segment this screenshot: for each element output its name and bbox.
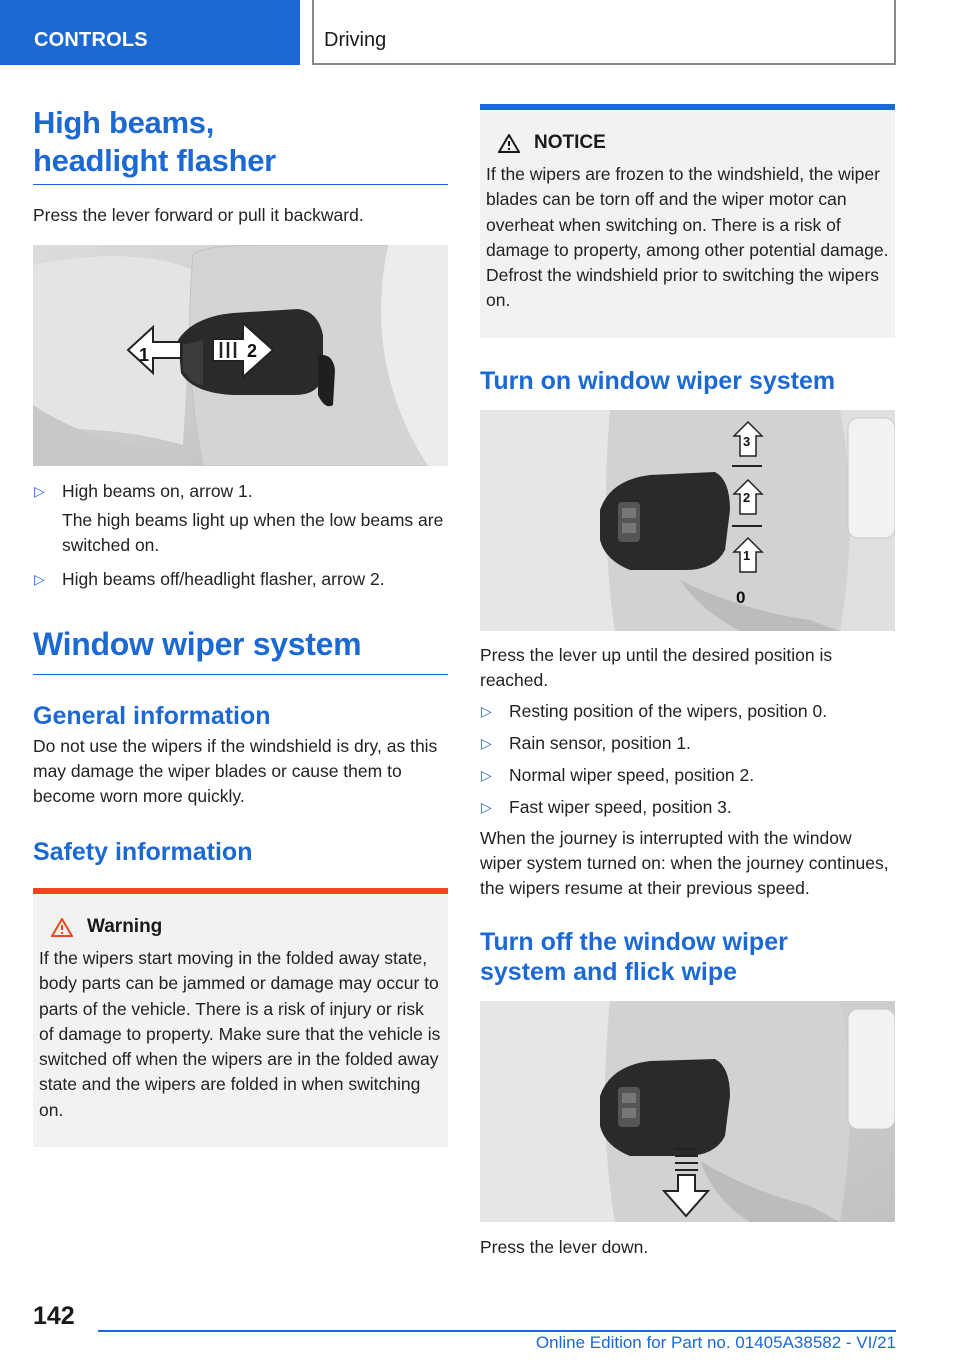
intro-text: Press the lever forward or pull it backward. (33, 205, 364, 225)
footer-rule (98, 1330, 896, 1332)
position-0-label: 0 (736, 587, 746, 607)
list-item-text: Fast wiper speed, position 3. (509, 796, 732, 817)
warning-triangle-icon (51, 918, 73, 937)
turn-on-text: Press the lever up until the desired position is reached. (480, 644, 833, 690)
list-item (33, 479, 448, 558)
heading-general-info: General information (33, 702, 271, 730)
list-item-text: High beams on, arrow 1. (62, 481, 253, 501)
list-item-text: High beams off/headlight flasher, arrow 2. (62, 569, 385, 589)
section-rule (33, 674, 448, 675)
wiper-lever-up-image (480, 410, 895, 631)
high-beam-lever-image (33, 245, 448, 466)
heading-turn-on: Turn on window wiper system (480, 366, 836, 395)
list-item-text: Rain sensor, position 1. (509, 732, 691, 753)
wiper-position-list (480, 699, 895, 820)
heading-line-2: system and flick wipe (480, 957, 738, 986)
right-column (480, 104, 895, 1260)
notice-text: If the wipers are frozen to the windshield, the wiper blades can be torn off and the wiper motor can overheat when switching on. There is a risk of damage to property, among other potential damage. Defrost the windshield prior to switching the wipers on. (486, 164, 889, 311)
heading-safety-info: Safety information (33, 838, 253, 866)
edition-info: Online Edition for Part no. 01405A38582 - VI/21 (535, 1333, 896, 1352)
bullet-triangle-icon: ▷ (481, 798, 492, 815)
arrow-1-label: 1 (139, 345, 150, 365)
bullet-triangle-icon: ▷ (481, 766, 492, 783)
position-3-label: 3 (743, 433, 751, 449)
heading-line-1: High beams, (33, 105, 215, 140)
heading-high-beams (33, 104, 448, 180)
chapter-tab (312, 0, 896, 65)
list-item-text: Resting position of the wipers, position 0. (509, 700, 828, 721)
heading-window-wiper: Window wiper system (33, 626, 362, 662)
notice-box (480, 104, 895, 338)
left-column (33, 104, 448, 1147)
chapter-title: Driving (324, 29, 387, 51)
list-item (480, 763, 895, 788)
heading-rule (33, 184, 448, 185)
warning-text: If the wipers start moving in the folded away state, body parts can be jammed or damage may occur to parts of the vehicle. There is a risk of injury or risk of damage to property. Make sure that the vehicle is switched off when the wipers are in the folded away state and the wipers are folded in when switching on. (39, 948, 441, 1120)
bullet-triangle-icon: ▷ (481, 702, 492, 719)
list-item (480, 731, 895, 756)
heading-line-1: Turn off the window wiper (480, 927, 788, 956)
section-title: CONTROLS (34, 29, 148, 51)
bullet-triangle-icon: ▷ (481, 734, 492, 751)
warning-title: Warning (87, 916, 163, 937)
warning-box (33, 888, 448, 1147)
general-info-text: Do not use the wipers if the windshield is dry, as this may damage the wiper blades or cause them to become worn more quickly. (33, 736, 438, 806)
position-1-label: 1 (743, 547, 751, 563)
heading-line-2: headlight flasher (33, 143, 276, 178)
notice-triangle-icon (498, 134, 520, 153)
warning-header (51, 916, 442, 938)
list-item (33, 567, 448, 592)
notice-title: NOTICE (534, 132, 606, 153)
list-item (480, 795, 895, 820)
list-item (480, 699, 895, 724)
turn-off-text: Press the lever down. (480, 1236, 649, 1257)
notice-header (498, 132, 889, 154)
arrow-2-label: 2 (247, 341, 258, 361)
bullet-triangle-icon: ▷ (34, 571, 45, 587)
wiper-lever-down-image (480, 1001, 895, 1222)
section-tab (0, 0, 300, 65)
high-beam-list (33, 479, 448, 592)
heading-turn-off (480, 927, 895, 987)
page-number: 142 (33, 1302, 75, 1330)
list-item-text: Normal wiper speed, position 2. (509, 764, 755, 785)
list-item-subtext: The high beams light up when the low beams are switched on. (62, 510, 444, 555)
position-2-label: 2 (743, 489, 751, 505)
journey-text: When the journey is interrupted with the window wiper system turned on: when the journey continues, the wipers resume at their previous speed. (480, 827, 889, 898)
bullet-triangle-icon: ▷ (34, 483, 45, 499)
